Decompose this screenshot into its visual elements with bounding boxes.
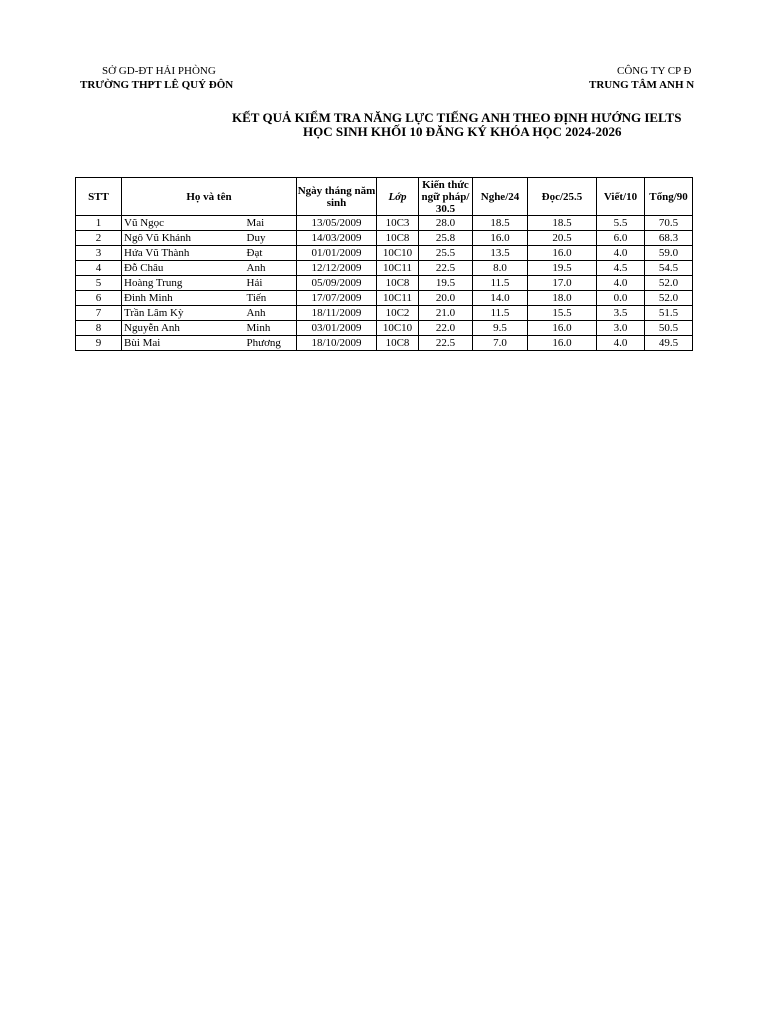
cell-total: 52.0 <box>645 276 693 291</box>
cell-writing: 0.0 <box>597 291 645 306</box>
cell-grammar: 20.0 <box>419 291 473 306</box>
school-name: TRƯỜNG THPT LÊ QUÝ ĐÔN <box>80 79 234 91</box>
table-row <box>76 321 693 336</box>
cell-surname: Hứa Vũ Thành <box>122 246 245 261</box>
cell-reading: 19.5 <box>528 261 597 276</box>
cell-given-name: Minh <box>245 321 297 336</box>
table-row <box>76 216 693 231</box>
table-row <box>76 276 693 291</box>
cell-stt: 2 <box>76 231 122 246</box>
cell-stt: 1 <box>76 216 122 231</box>
col-header-stt: STT <box>76 178 122 216</box>
center-name: TRUNG TÂM ANH N <box>589 79 695 91</box>
cell-given-name: Anh <box>245 306 297 321</box>
cell-stt: 5 <box>76 276 122 291</box>
cell-writing: 4.5 <box>597 261 645 276</box>
col-header-writing: Viết/10 <box>597 178 645 216</box>
col-header-reading: Đọc/25.5 <box>528 178 597 216</box>
cell-stt: 4 <box>76 261 122 276</box>
cell-writing: 4.0 <box>597 336 645 351</box>
col-header-class: Lớp <box>377 178 419 216</box>
cell-class: 10C8 <box>377 231 419 246</box>
cell-reading: 16.0 <box>528 246 597 261</box>
cell-grammar: 21.0 <box>419 306 473 321</box>
cell-class: 10C11 <box>377 291 419 306</box>
cell-dob: 14/03/2009 <box>297 231 377 246</box>
table-row <box>76 291 693 306</box>
cell-surname: Hoàng Trung <box>122 276 245 291</box>
cell-given-name: Mai <box>245 216 297 231</box>
cell-writing: 5.5 <box>597 216 645 231</box>
cell-dob: 05/09/2009 <box>297 276 377 291</box>
cell-total: 68.3 <box>645 231 693 246</box>
cell-writing: 4.0 <box>597 246 645 261</box>
cell-dob: 03/01/2009 <box>297 321 377 336</box>
cell-given-name: Phương <box>245 336 297 351</box>
cell-dob: 18/10/2009 <box>297 336 377 351</box>
cell-stt: 6 <box>76 291 122 306</box>
cell-total: 52.0 <box>645 291 693 306</box>
cell-class: 10C8 <box>377 336 419 351</box>
report-title-line2: HỌC SINH KHỐI 10 ĐĂNG KÝ KHÓA HỌC 2024-2026 <box>303 124 622 139</box>
cell-total: 51.5 <box>645 306 693 321</box>
cell-dob: 12/12/2009 <box>297 261 377 276</box>
cell-surname: Vũ Ngọc <box>122 216 245 231</box>
cell-total: 49.5 <box>645 336 693 351</box>
cell-reading: 16.0 <box>528 321 597 336</box>
table-row <box>76 336 693 351</box>
cell-grammar: 22.0 <box>419 321 473 336</box>
cell-listening: 13.5 <box>473 246 528 261</box>
cell-total: 54.5 <box>645 261 693 276</box>
cell-reading: 18.0 <box>528 291 597 306</box>
col-header-dob: Ngày tháng năm sinh <box>297 178 377 216</box>
cell-surname: Trần Lâm Kỳ <box>122 306 245 321</box>
col-header-total: Tổng/90 <box>645 178 693 216</box>
cell-grammar: 22.5 <box>419 336 473 351</box>
cell-grammar: 25.8 <box>419 231 473 246</box>
cell-total: 70.5 <box>645 216 693 231</box>
table-row <box>76 231 693 246</box>
cell-listening: 8.0 <box>473 261 528 276</box>
cell-surname: Bùi Mai <box>122 336 245 351</box>
cell-dob: 13/05/2009 <box>297 216 377 231</box>
cell-given-name: Hải <box>245 276 297 291</box>
cell-dob: 01/01/2009 <box>297 246 377 261</box>
cell-reading: 20.5 <box>528 231 597 246</box>
cell-writing: 4.0 <box>597 276 645 291</box>
cell-class: 10C8 <box>377 276 419 291</box>
cell-writing: 3.5 <box>597 306 645 321</box>
cell-grammar: 28.0 <box>419 216 473 231</box>
cell-stt: 3 <box>76 246 122 261</box>
cell-stt: 8 <box>76 321 122 336</box>
cell-grammar: 19.5 <box>419 276 473 291</box>
cell-reading: 16.0 <box>528 336 597 351</box>
cell-class: 10C10 <box>377 246 419 261</box>
cell-class: 10C11 <box>377 261 419 276</box>
cell-surname: Đinh Minh <box>122 291 245 306</box>
cell-given-name: Đạt <box>245 246 297 261</box>
cell-class: 10C2 <box>377 306 419 321</box>
table-body <box>76 216 693 351</box>
cell-listening: 9.5 <box>473 321 528 336</box>
cell-grammar: 22.5 <box>419 261 473 276</box>
cell-stt: 7 <box>76 306 122 321</box>
cell-given-name: Tiến <box>245 291 297 306</box>
col-header-listening: Nghe/24 <box>473 178 528 216</box>
company-name: CÔNG TY CP Đ <box>617 65 692 77</box>
results-table <box>75 177 693 351</box>
col-header-name: Họ và tên <box>122 178 297 216</box>
cell-reading: 15.5 <box>528 306 597 321</box>
cell-listening: 18.5 <box>473 216 528 231</box>
cell-dob: 17/07/2009 <box>297 291 377 306</box>
cell-reading: 18.5 <box>528 216 597 231</box>
cell-given-name: Anh <box>245 261 297 276</box>
cell-surname: Nguyễn Anh <box>122 321 245 336</box>
cell-dob: 18/11/2009 <box>297 306 377 321</box>
cell-listening: 11.5 <box>473 306 528 321</box>
table-row <box>76 306 693 321</box>
cell-writing: 3.0 <box>597 321 645 336</box>
cell-total: 50.5 <box>645 321 693 336</box>
cell-class: 10C3 <box>377 216 419 231</box>
cell-writing: 6.0 <box>597 231 645 246</box>
cell-stt: 9 <box>76 336 122 351</box>
table-row <box>76 246 693 261</box>
cell-grammar: 25.5 <box>419 246 473 261</box>
cell-class: 10C10 <box>377 321 419 336</box>
department-name: SỞ GD-ĐT HẢI PHÒNG <box>102 65 216 77</box>
cell-listening: 14.0 <box>473 291 528 306</box>
cell-given-name: Duy <box>245 231 297 246</box>
cell-listening: 7.0 <box>473 336 528 351</box>
report-title-line1: KẾT QUẢ KIỂM TRA NĂNG LỰC TIẾNG ANH THEO ĐỊNH HƯỚNG IELTS <box>232 110 682 125</box>
cell-surname: Đỗ Châu <box>122 261 245 276</box>
table-row <box>76 261 693 276</box>
cell-listening: 16.0 <box>473 231 528 246</box>
col-header-grammar: Kiến thức ngữ pháp/ 30.5 <box>419 178 473 216</box>
table-header-row <box>76 178 693 216</box>
cell-surname: Ngô Vũ Khánh <box>122 231 245 246</box>
cell-listening: 11.5 <box>473 276 528 291</box>
cell-reading: 17.0 <box>528 276 597 291</box>
cell-total: 59.0 <box>645 246 693 261</box>
